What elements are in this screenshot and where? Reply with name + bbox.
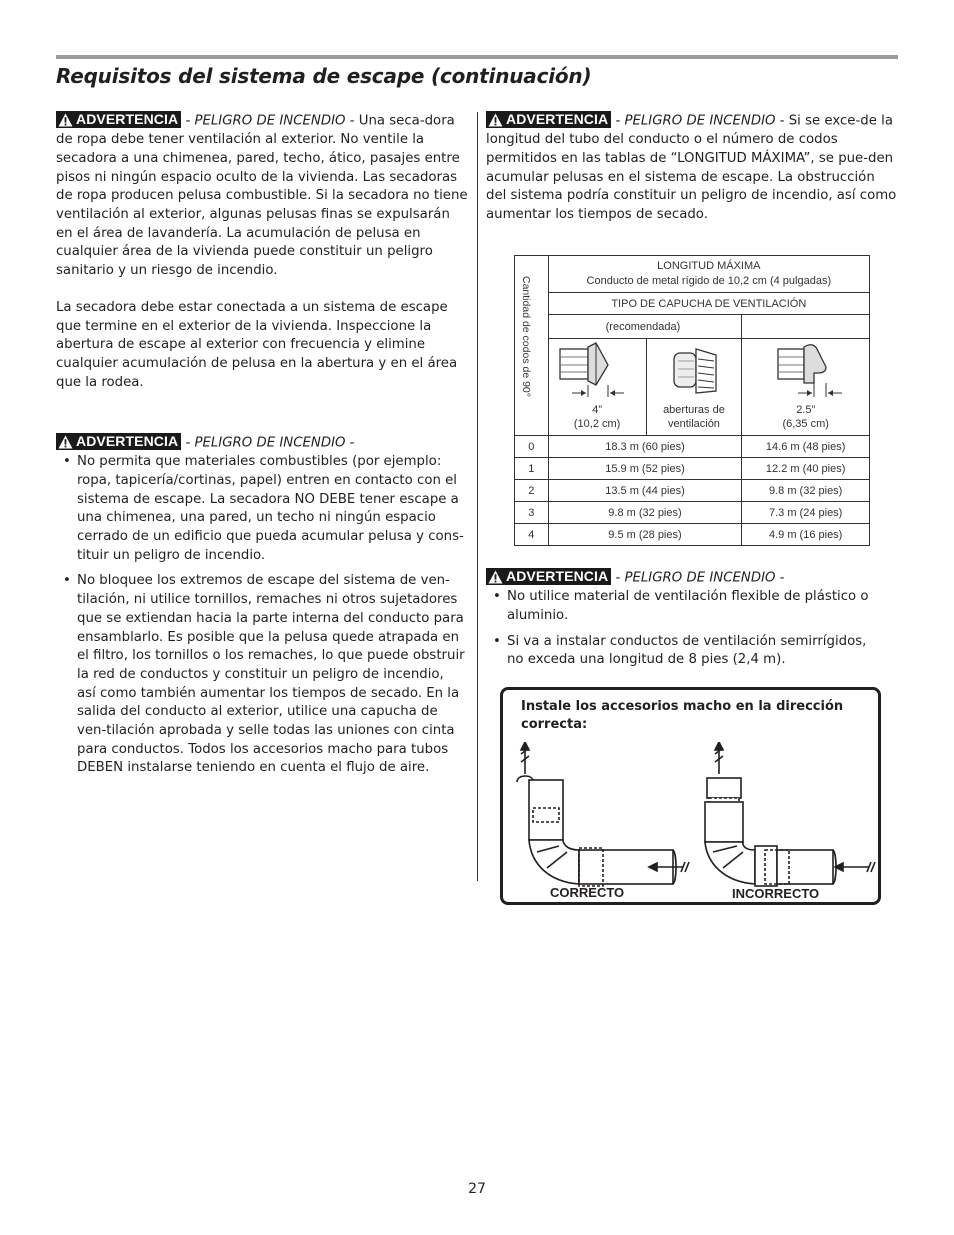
louvered-hood-icon <box>654 341 734 403</box>
duct-elbow-illustration <box>503 742 878 892</box>
diagram-title: Instale los accesorios macho en la dirección correcta: <box>521 699 844 732</box>
warning-triangle-icon <box>488 570 503 584</box>
length-2-5in: 14.6 m (48 pies) <box>742 436 870 458</box>
table-row <box>515 502 870 524</box>
correct-label: CORRECTO <box>550 885 625 900</box>
elbow-count: 0 <box>515 436 549 458</box>
length-table <box>514 255 870 546</box>
duct-type-subheading: Conducto de metal rígido de 10,2 cm (4 pulgadas) <box>586 275 832 287</box>
hood-2-5in-cell <box>742 339 870 436</box>
list-item: • No permita que materiales combustibles (por ejemplo: ropa, tapicería/cortinas, papel) entren en contacto con el sistema de escape. La secadora NO DEBE tener escape a una chimenea, una pared, un techo ni ningún espacio cerrado de un edificio que pueda acumular pelusa y cons-tituir un peligro de incendio. <box>56 453 465 565</box>
column-divider <box>477 112 478 881</box>
length-rigid-4in: 18.3 m (60 pies) <box>548 436 742 458</box>
hood-4in-icon <box>552 341 642 403</box>
length-rigid-4in: 13.5 m (44 pies) <box>548 480 742 502</box>
length-2-5in: 7.3 m (24 pies) <box>742 502 870 524</box>
table-row <box>515 524 870 546</box>
page-title: Requisitos del sistema de escape (continuación) <box>56 64 592 88</box>
warning-block-2 <box>56 433 470 778</box>
warning-triangle-icon <box>58 435 73 449</box>
hood-2-5in-metric: (6,35 cm) <box>782 418 829 430</box>
hood-type-heading: TIPO DE CAPUCHA DE VENTILACIÓN <box>548 293 869 315</box>
warning-text: Si se exce-de la longitud del tubo del conducto o el número de codos permitidos en las tablas de “LONGITUD MÁXIMA”, se pue-den acumular pelusas en el sistema de escape. La obstrucción del sistema podría constituir un peligro de incendio, así como aumentar los tiempos de secado. <box>486 113 897 223</box>
louvered-label-1: aberturas de <box>663 404 725 416</box>
advertencia-label: ADVERTENCIA <box>76 433 179 450</box>
list-item: • No bloquee los extremos de escape del sistema de ven-tilación, ni utilice tornillos, remaches ni otros sujetadores que se extiendan hacia la parte interna del conducto para ensamblarlo. Es posible que la pelusa quede atrapada en el filtro, los tornillos o los remaches, lo que puede obstruir la red de conductos y constituir un peligro de incendio, así como también aumentar los tiempos de secado. En la salida del conducto al exterior, utilice una capucha de ven-tilación aprobada y selle todas las uniones con cinta para conductos. Todos los accesorios macho para tubos DEBEN instalarse teniendo en cuenta el flujo de aire. <box>56 572 465 778</box>
hood-2-5in-size: 2.5” <box>796 404 816 416</box>
advertencia-badge <box>486 111 611 128</box>
hazard-label: - PELIGRO DE INCENDIO - <box>185 113 355 129</box>
hazard-label: - PELIGRO DE INCENDIO - <box>615 113 785 129</box>
elbow-count: 1 <box>515 458 549 480</box>
advertencia-badge <box>56 433 181 450</box>
advertencia-label: ADVERTENCIA <box>76 111 179 128</box>
length-2-5in: 12.2 m (40 pies) <box>742 458 870 480</box>
table-row <box>515 436 870 458</box>
warning-text: Una seca-dora de ropa debe tener ventilación al exterior. No ventile la secadora a una chimenea, pared, techo, ático, pasajes entre pisos ni ningún espacio oculto de la vivienda. Las secadoras de ropa producen pelusa combustible. Si la secadora no tiene ventilación al exterior, algunas pelusas finas se expulsarán en el área de lavandería. La acumulación de pelusa en cualquier área de la vivienda puede constituir un peligro sanitario y un riesgo de incendio. <box>56 113 468 279</box>
length-2-5in: 4.9 m (16 pies) <box>742 524 870 546</box>
warning-bullets <box>56 453 470 778</box>
max-length-table <box>514 255 870 546</box>
warning-triangle-icon <box>488 113 503 127</box>
warning-triangle-icon <box>58 113 73 127</box>
hood-4in-metric: (10,2 cm) <box>573 418 621 430</box>
warning-block-4 <box>486 568 898 670</box>
warning-header <box>56 433 470 453</box>
hood-4in-cell <box>548 339 646 436</box>
incorrect-label: INCORRECTO <box>732 886 820 901</box>
table-row <box>515 458 870 480</box>
elbow-count-header <box>515 256 549 436</box>
hood-louvered-cell <box>646 339 742 436</box>
louvered-label-2: ventilación <box>667 418 720 430</box>
incorrect-elbow <box>705 742 875 886</box>
advertencia-label: ADVERTENCIA <box>506 111 609 128</box>
hood-2-5in-icon <box>756 341 856 403</box>
recommended-label: (recomendada) <box>548 315 742 339</box>
advertencia-label: ADVERTENCIA <box>506 568 609 585</box>
elbow-count: 4 <box>515 524 549 546</box>
elbow-count-label: Cantidad de codos de 90° <box>520 276 532 397</box>
list-item: • No utilice material de ventilación flexible de plástico o aluminio. <box>486 588 879 625</box>
fitting-direction-diagram <box>500 687 881 905</box>
hazard-label: - PELIGRO DE INCENDIO - <box>615 570 785 586</box>
hazard-label: - PELIGRO DE INCENDIO - <box>185 435 355 451</box>
advertencia-badge <box>56 111 181 128</box>
table-row <box>515 480 870 502</box>
venting-paragraph: La secadora debe estar conectada a un sistema de escape que termine en el exterior de la vivienda. Inspeccione la abertura de escape al exterior con frecuencia y elimine cualquier acumulación de pelusa en la abertura y en el área que la rodea. <box>56 300 458 390</box>
correct-elbow <box>517 742 689 886</box>
warning-bullets <box>486 588 898 670</box>
length-rigid-4in: 9.8 m (32 pies) <box>548 502 742 524</box>
elbow-count: 2 <box>515 480 549 502</box>
table-header <box>548 256 869 293</box>
elbow-count: 3 <box>515 502 549 524</box>
warning-header <box>486 568 898 588</box>
advertencia-badge <box>486 568 611 585</box>
page-number: 27 <box>468 1181 486 1197</box>
hood-4in-size: 4” <box>592 404 602 416</box>
length-rigid-4in: 15.9 m (52 pies) <box>548 458 742 480</box>
length-rigid-4in: 9.5 m (28 pies) <box>548 524 742 546</box>
length-2-5in: 9.8 m (32 pies) <box>742 480 870 502</box>
list-item: • Si va a instalar conductos de ventilación semirrígidos, no exceda una longitud de 8 pies (2,4 m). <box>486 633 879 670</box>
warning-block-1 <box>56 111 470 281</box>
blank-cell <box>742 315 870 339</box>
warning-block-3 <box>486 111 898 225</box>
top-rule <box>56 55 898 59</box>
max-length-heading: LONGITUD MÁXIMA <box>657 260 761 272</box>
